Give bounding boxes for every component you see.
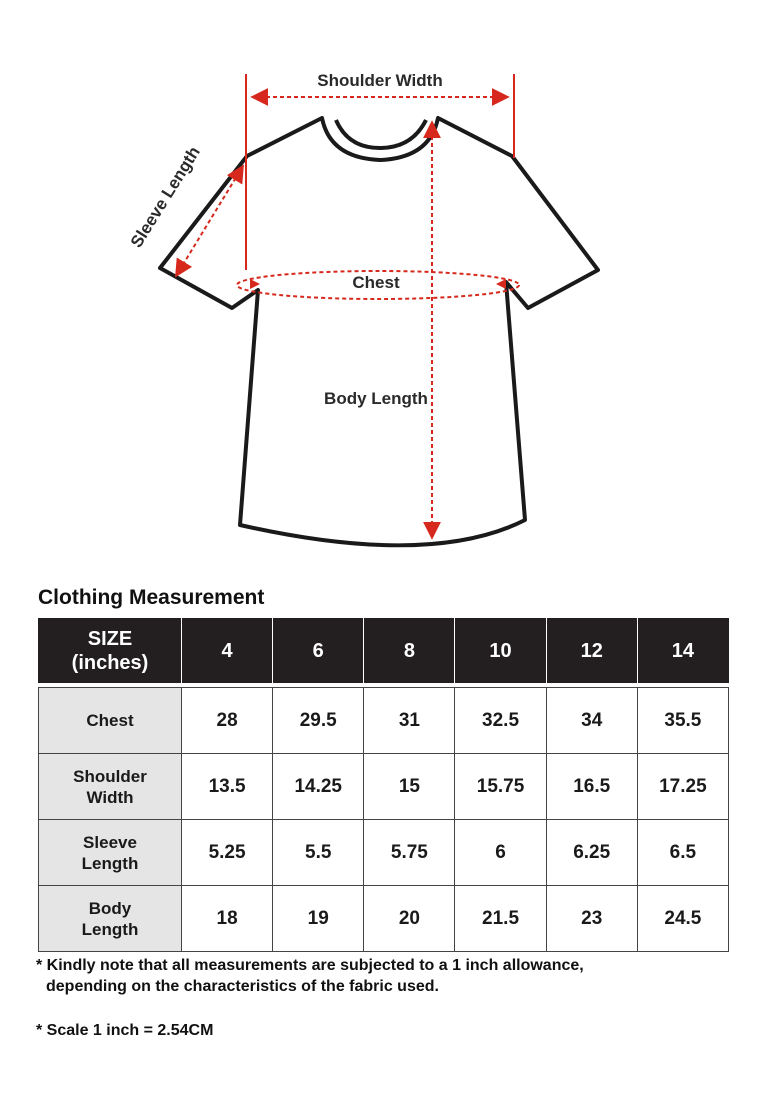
table-cell: 5.25 — [182, 820, 273, 886]
row-label — [39, 688, 182, 754]
sleeve-length-label: Sleeve Length — [126, 143, 204, 251]
table-cell: 29.5 — [273, 688, 364, 754]
table-cell: 24.5 — [637, 886, 728, 952]
table-cell: 18 — [182, 886, 273, 952]
table-cell: 5.5 — [273, 820, 364, 886]
scale-note: * Scale 1 inch = 2.54CM — [36, 1022, 214, 1039]
row-label-line1: Shoulder — [73, 766, 147, 786]
table-row — [39, 886, 729, 952]
chest-label: Chest — [352, 273, 400, 292]
row-label — [39, 820, 182, 886]
size-header-line2: (inches) — [71, 652, 149, 674]
table-cell: 15 — [364, 754, 455, 820]
size-col-header: 10 — [455, 619, 546, 684]
size-table — [38, 618, 729, 952]
table-cell: 23 — [546, 886, 637, 952]
table-row — [39, 820, 729, 886]
table-cell: 32.5 — [455, 688, 546, 754]
table-cell: 21.5 — [455, 886, 546, 952]
size-col-header: 4 — [182, 619, 273, 684]
size-col-header: 8 — [364, 619, 455, 684]
table-cell: 14.25 — [273, 754, 364, 820]
row-label-line1: Chest — [86, 711, 134, 730]
table-cell: 17.25 — [637, 754, 728, 820]
table-row — [39, 688, 729, 754]
row-label-line2: Width — [86, 787, 134, 807]
table-cell: 34 — [546, 688, 637, 754]
size-col-header: 6 — [273, 619, 364, 684]
tshirt-collar — [336, 120, 426, 148]
table-cell: 6 — [455, 820, 546, 886]
row-label — [39, 886, 182, 952]
shoulder-width-label: Shoulder Width — [317, 71, 443, 90]
table-cell: 6.5 — [637, 820, 728, 886]
row-label-line2: Length — [81, 853, 139, 873]
table-cell: 6.25 — [546, 820, 637, 886]
size-header-cell — [39, 619, 182, 684]
table-cell: 28 — [182, 688, 273, 754]
note-line1: * Kindly note that all measurements are subjected to a 1 inch allowance, — [36, 957, 584, 974]
table-cell: 20 — [364, 886, 455, 952]
table-cell: 16.5 — [546, 754, 637, 820]
row-label-line1: Body — [88, 898, 132, 918]
row-label-line2: Length — [81, 919, 139, 939]
table-cell: 5.75 — [364, 820, 455, 886]
table-row — [39, 754, 729, 820]
table-cell: 19 — [273, 886, 364, 952]
section-title: Clothing Measurement — [38, 586, 265, 609]
row-label-line1: Sleeve — [83, 832, 137, 852]
table-cell: 13.5 — [182, 754, 273, 820]
row-label — [39, 754, 182, 820]
table-header-row — [39, 619, 729, 684]
table-cell: 15.75 — [455, 754, 546, 820]
body-length-label: Body Length — [324, 389, 428, 408]
allowance-note — [36, 955, 584, 997]
table-cell: 31 — [364, 688, 455, 754]
tshirt-outline — [160, 118, 598, 545]
note-line2: depending on the characteristics of the fabric used. — [46, 978, 439, 995]
size-col-header: 12 — [546, 619, 637, 684]
size-header-line1: SIZE — [87, 628, 133, 650]
size-col-header: 14 — [637, 619, 728, 684]
table-cell: 35.5 — [637, 688, 728, 754]
